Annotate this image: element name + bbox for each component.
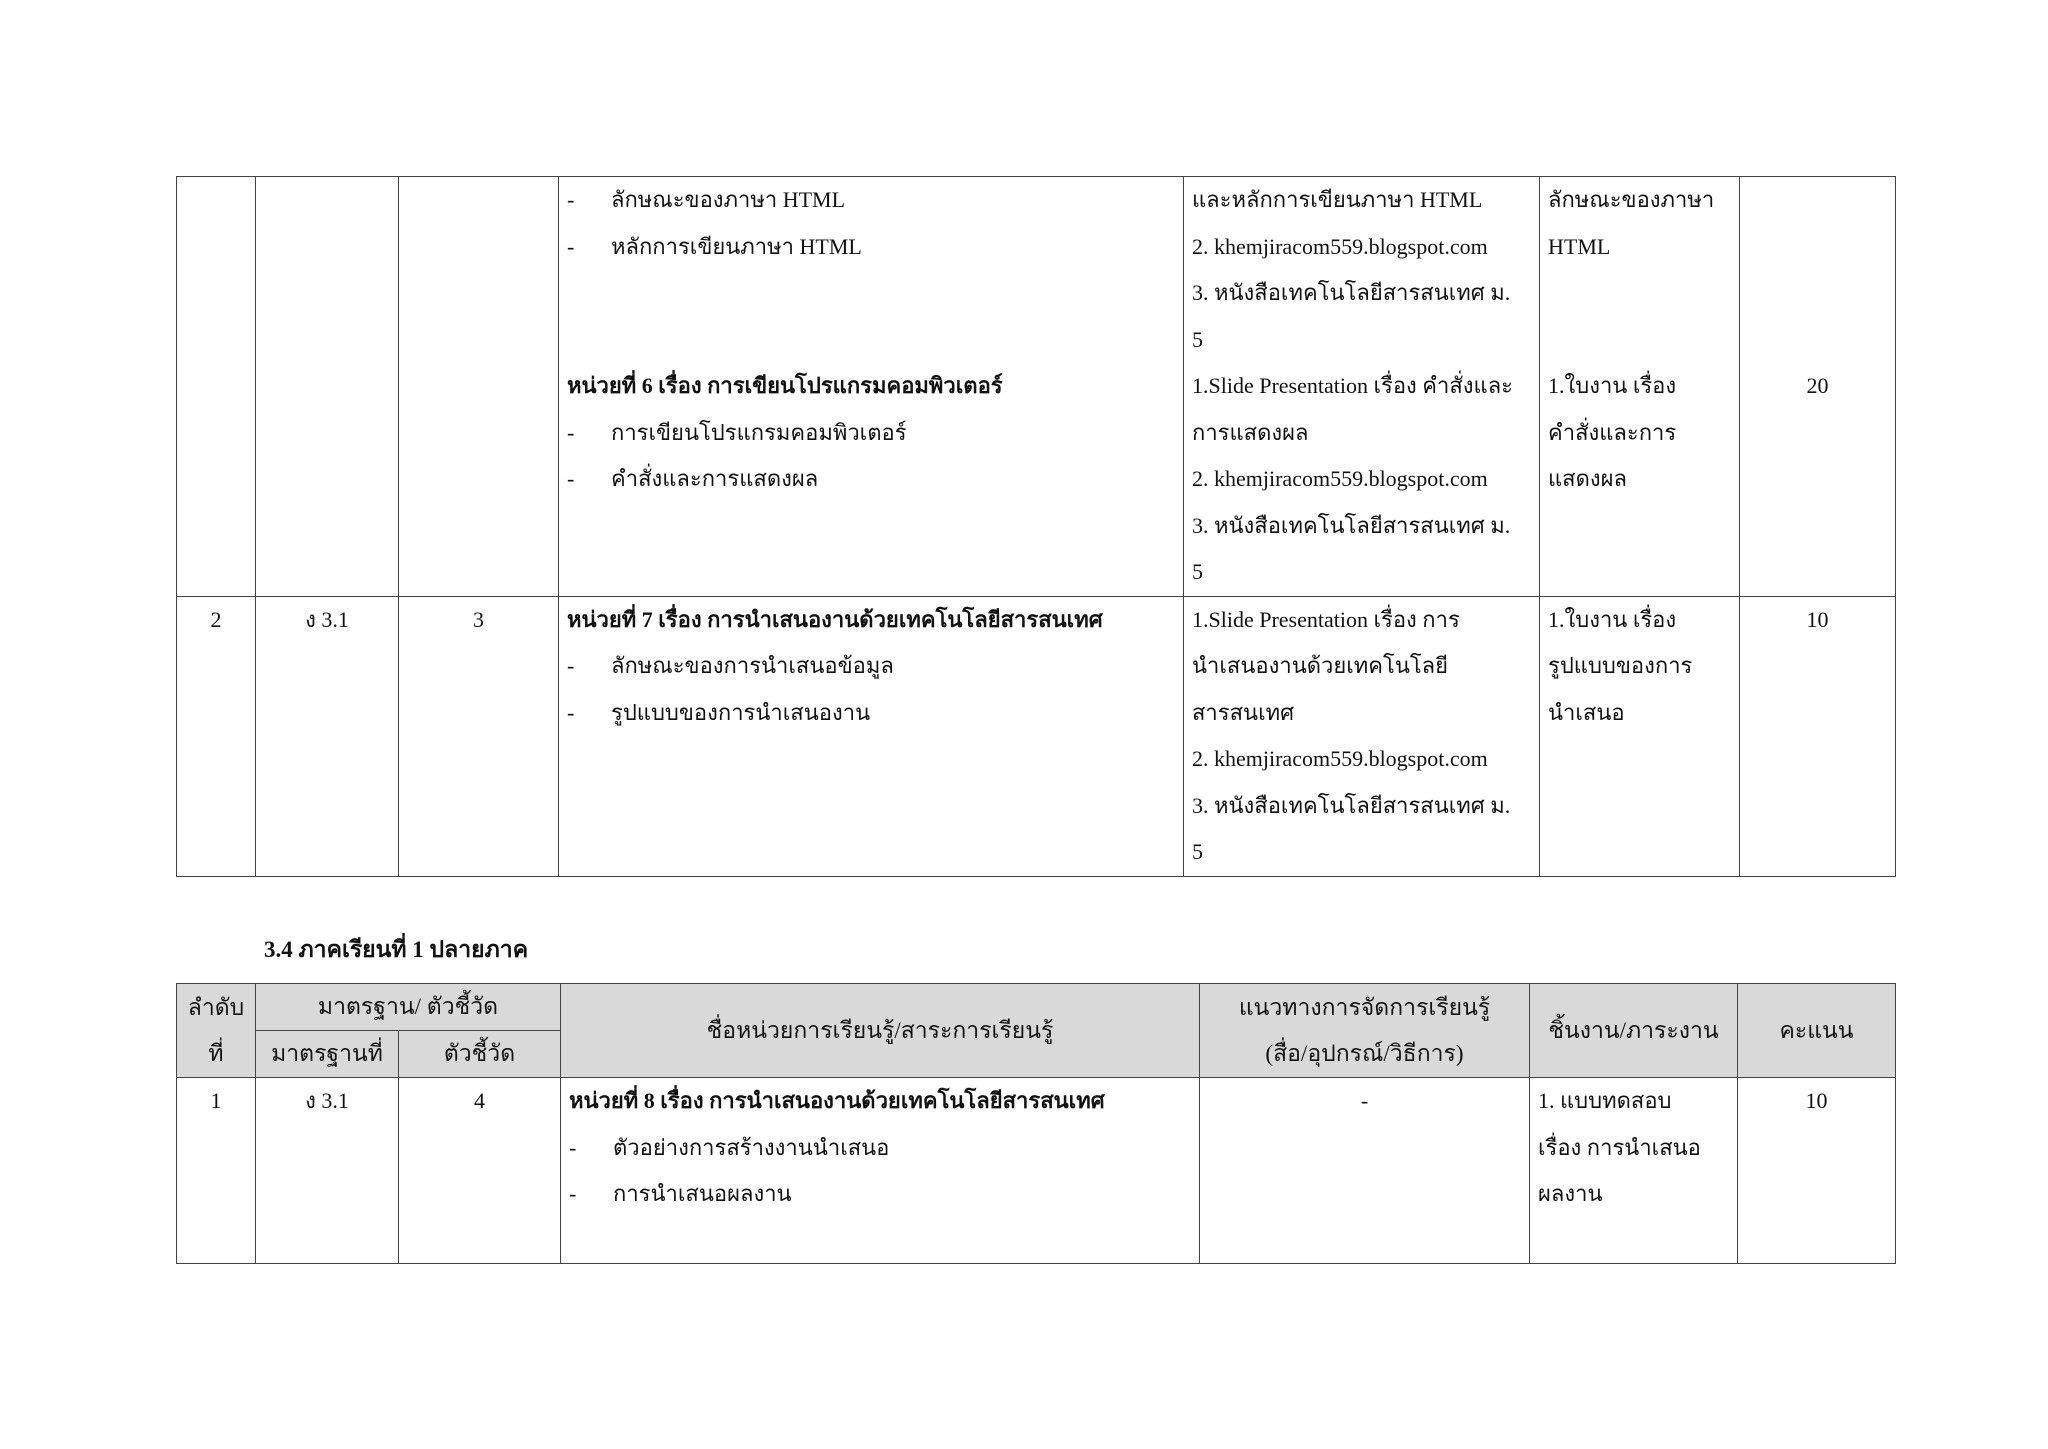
unit-title: หน่วยที่ 6 เรื่อง การเขียนโปรแกรมคอมพิวเตอร์ xyxy=(567,373,1003,398)
header-order: ลำดับ ที่ xyxy=(177,984,256,1078)
header-work: ชิ้นงาน/ภาระงาน xyxy=(1530,984,1738,1078)
media-line: 2. khemjiracom559.blogspot.com xyxy=(1192,233,1488,259)
section-heading: 3.4 ภาคเรียนที่ 1 ปลายภาค xyxy=(264,937,529,962)
media-line: 5 xyxy=(1192,839,1203,864)
list-item: - การเขียนโปรแกรมคอมพิวเตอร์ xyxy=(567,419,907,445)
work-line: รูปแบบของการ xyxy=(1548,653,1693,678)
list-item: - หลักการเขียนภาษา HTML xyxy=(567,233,862,259)
media-line: การแสดงผล xyxy=(1192,419,1309,445)
order-cell xyxy=(177,177,256,597)
header-standard: มาตรฐานที่ xyxy=(256,1031,399,1078)
unit-cell xyxy=(559,177,1184,597)
work-line: 1. แบบทดสอบ xyxy=(1538,1088,1672,1113)
score-cell xyxy=(1740,177,1896,597)
order-cell: 2 xyxy=(177,596,256,876)
list-item: - ตัวอย่างการสร้างงานนำเสนอ xyxy=(569,1134,890,1160)
order-cell: 1 xyxy=(177,1078,256,1264)
table-row xyxy=(177,596,1896,876)
score-value: 20 xyxy=(1806,373,1829,398)
indicator-cell xyxy=(399,177,559,597)
work-cell xyxy=(1540,596,1740,876)
work-line: แสดงผล xyxy=(1548,466,1628,491)
score-cell: 10 xyxy=(1738,1078,1896,1264)
media-cell xyxy=(1184,596,1540,876)
work-cell xyxy=(1540,177,1740,597)
standard-cell xyxy=(256,177,399,597)
media-line: 5 xyxy=(1192,559,1203,584)
header-indicator: ตัวชี้วัด xyxy=(399,1031,561,1078)
work-line: ผลงาน xyxy=(1538,1181,1603,1206)
method-cell: - xyxy=(1200,1078,1530,1264)
media-line: และหลักการเขียนภาษา HTML xyxy=(1192,187,1483,212)
work-line: นำเสนอ xyxy=(1548,699,1625,725)
unit-title: หน่วยที่ 8 เรื่อง การนำเสนองานด้วยเทคโนโลยีสารสนเทศ xyxy=(569,1088,1105,1113)
work-line: เรื่อง การนำเสนอ xyxy=(1538,1134,1701,1160)
media-cell xyxy=(1184,177,1540,597)
plan-table xyxy=(176,983,1896,1264)
media-line: 5 xyxy=(1192,326,1203,352)
unit-cell xyxy=(561,1078,1200,1264)
media-line: 3. หนังสือเทคโนโลยีสารสนเทศ ม. xyxy=(1192,792,1511,818)
media-line: 3. หนังสือเทคโนโลยีสารสนเทศ ม. xyxy=(1192,512,1511,538)
table-row xyxy=(177,1078,1896,1264)
media-line: 2. khemjiracom559.blogspot.com xyxy=(1192,466,1488,491)
standard-cell: ง 3.1 xyxy=(256,1078,399,1264)
list-item: - คำสั่งและการแสดงผล xyxy=(567,466,819,491)
indicator-cell: 3 xyxy=(399,596,559,876)
indicator-cell: 4 xyxy=(399,1078,561,1264)
media-line: 2. khemjiracom559.blogspot.com xyxy=(1192,746,1488,771)
list-item: - ลักษณะของการนำเสนอข้อมูล xyxy=(567,653,894,678)
media-line: 1.Slide Presentation เรื่อง การ xyxy=(1192,606,1460,632)
media-line: นำเสนองานด้วยเทคโนโลยี xyxy=(1192,653,1449,678)
list-item: - รูปแบบของการนำเสนองาน xyxy=(567,699,871,725)
header-score: คะแนน xyxy=(1738,984,1896,1078)
media-line: 3. หนังสือเทคโนโลยีสารสนเทศ ม. xyxy=(1192,280,1511,305)
table-row xyxy=(177,177,1896,597)
header-method: แนวทางการจัดการเรียนรู้ (สื่อ/อุปกรณ์/วิธีการ) xyxy=(1200,984,1530,1078)
header-unit: ชื่อหน่วยการเรียนรู้/สาระการเรียนรู้ xyxy=(561,984,1200,1078)
media-line: สารสนเทศ xyxy=(1192,699,1295,725)
unit-cell xyxy=(559,596,1184,876)
work-line: ลักษณะของภาษา xyxy=(1548,187,1715,212)
media-line: 1.Slide Presentation เรื่อง คำสั่งและ xyxy=(1192,373,1513,398)
header-standard-group: มาตรฐาน/ ตัวชี้วัด xyxy=(256,984,561,1031)
unit-title: หน่วยที่ 7 เรื่อง การนำเสนองานด้วยเทคโนโลยีสารสนเทศ xyxy=(567,606,1103,632)
work-cell xyxy=(1530,1078,1738,1264)
score-cell: 10 xyxy=(1740,596,1896,876)
work-line: HTML xyxy=(1548,233,1611,259)
standard-cell: ง 3.1 xyxy=(256,596,399,876)
plan-table-continued xyxy=(176,176,1896,877)
work-line: คำสั่งและการ xyxy=(1548,419,1677,445)
list-item: - การนำเสนอผลงาน xyxy=(569,1181,792,1206)
work-line: 1.ใบงาน เรื่อง xyxy=(1548,373,1677,398)
list-item: - ลักษณะของภาษา HTML xyxy=(567,187,846,212)
work-line: 1.ใบงาน เรื่อง xyxy=(1548,606,1677,632)
